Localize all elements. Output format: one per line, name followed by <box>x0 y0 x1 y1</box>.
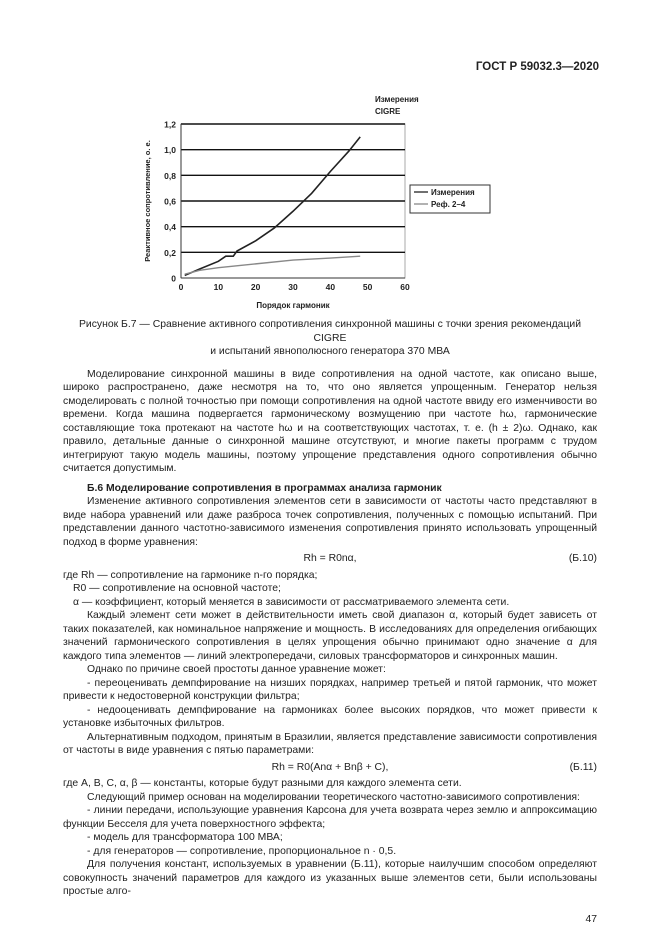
paragraph: Однако по причине своей простоты данное уравнение может: <box>87 664 386 675</box>
caption-line-2: и испытаний явнополюсного генератора 370 МВА <box>210 346 450 357</box>
legend-label: Реф. 2–4 <box>431 200 466 209</box>
equation-formula: Rh = R0(Anα + Bnβ + C), <box>271 761 389 773</box>
list-item: - линии передачи, использующие уравнения Карсона для учета возврата через землю и аппроксимацию функции Бесселя для учета поверхностного эффекта; <box>63 805 597 830</box>
equation-number: (Б.10) <box>568 553 597 564</box>
x-tick-label: 20 <box>250 282 261 292</box>
equation-b10 <box>63 552 597 566</box>
y-tick-label: 0,4 <box>164 222 176 233</box>
paragraph: Для получения констант, используемых в уравнении (Б.11), которые наилучшим способом определяют совокупность значений параметров для каждого из указанных выше элементов сети, были использованы простые алго- <box>63 859 597 897</box>
equation-b11 <box>63 761 597 775</box>
x-tick-label: 10 <box>213 282 224 292</box>
chart-annotation: Измерения <box>375 95 419 104</box>
list-item: - для генераторов — сопротивление, пропорциональное n · 0,5. <box>87 845 397 857</box>
caption-line-1: Рисунок Б.7 — Сравнение активного сопротивления синхронной машины с точки зрения рекомендаций CIGRE <box>78 319 582 344</box>
x-axis-label: Порядок гармоник <box>256 301 330 310</box>
paragraph: Каждый элемент сети может в действительности иметь свой диапазон α, который будет зависеть от таких показателей, как номинальное напряжение и мощность. В исследованиях для определения огибающих значений гармонического сопротивления в целях упрощения обычно принимают одно значение α для каждого типа элементов — линий электропередачи, силовых трансформаторов и синхронных машин. <box>63 610 597 662</box>
x-tick-label: 40 <box>325 282 336 292</box>
definition: R0 — сопротивление на основной частоте; <box>73 583 281 594</box>
definition: где Rh — сопротивление на гармонике n-го порядка; <box>63 569 318 581</box>
equation-formula: Rh = R0nα, <box>303 553 357 564</box>
figure-caption <box>63 318 597 359</box>
list-item: - переоценивать демпфирование на низших порядках, например третьей и пятой гармоник, что может привести к недостоверной конструкции фильтра; <box>63 677 597 702</box>
y-tick-label: 1,0 <box>164 145 176 156</box>
legend-label: Измерения <box>431 188 475 197</box>
equation-number: (Б.11) <box>569 761 597 773</box>
list-item: - модель для трансформатора 100 МВА; <box>87 832 283 843</box>
y-tick-label: 1,2 <box>164 119 176 130</box>
paragraph: Альтернативным подходом, принятым в Бразилии, является представление зависимости сопротивления от частоты в виде уравнения с пятью параметрами: <box>63 731 597 756</box>
paragraph: Изменение активного сопротивления элементов сети в зависимости от частоты часто представляют в виде набора уравнений или даже разброса точек сопротивления, полученных с помощью испытаний. При представлении данного частотно-зависимого изменения сопротивления принято использовать упрощенный подход в форме уравнения: <box>63 496 597 548</box>
y-tick-label: 0,6 <box>164 196 176 207</box>
y-tick-label: 0 <box>171 273 176 284</box>
x-tick-label: 30 <box>288 282 298 292</box>
paragraph: Следующий пример основан на моделировании теоретического частотно-зависимого сопротивления: <box>87 791 580 803</box>
definition: где A, B, C, α, β — константы, которые будут разными для каждого элемента сети. <box>63 778 462 789</box>
list-item: - недооценивать демпфирование на гармониках более высоких порядков, что может привести к установке избыточных фильтров. <box>63 704 597 729</box>
section-heading: Б.6 Моделирование сопротивления в программах анализа гармоник <box>87 482 442 494</box>
series-line-1 <box>185 137 360 276</box>
page-body <box>63 318 597 946</box>
resistance-chart <box>130 90 510 316</box>
y-tick-label: 0,2 <box>164 247 176 258</box>
x-tick-label: 50 <box>362 282 373 292</box>
y-tick-label: 0,8 <box>164 170 176 181</box>
x-tick-label: 60 <box>400 282 410 292</box>
x-tick-label: 0 <box>178 282 184 292</box>
document-id: ГОСТ Р 59032.3—2020 <box>475 61 599 73</box>
paragraph: Моделирование синхронной машины в виде сопротивления на одной частоте, как описано выше, широко распространено, даже несмотря на то, что оно является упрощенным. Генератор нельзя смоделировать с полной точностью при помощи сопротивления на одной частоте ввиду его изменчивости во времени. Когда машина подвергается гармоническому возмущению при частоте hω, гармонические составляющие тока протекают на частоте hω и на соответствующих частотах, т. е. (h ± 2)ω. Однако, как правило, детальные данные о синхронной машине отсутствуют, и многие пакеты программ с трудом интегрируют такую модель машины, поэтому упрощение представления одного сопротивления обычно считается допустимым. <box>63 368 597 474</box>
definition: α — коэффициент, который меняется в зависимости от рассматриваемого элемента сети. <box>73 596 510 608</box>
y-axis-label: Реактивное сопротивление, о. е. <box>143 140 152 262</box>
page-number: 47 <box>585 913 597 925</box>
chart-annotation: CIGRE <box>375 107 401 116</box>
